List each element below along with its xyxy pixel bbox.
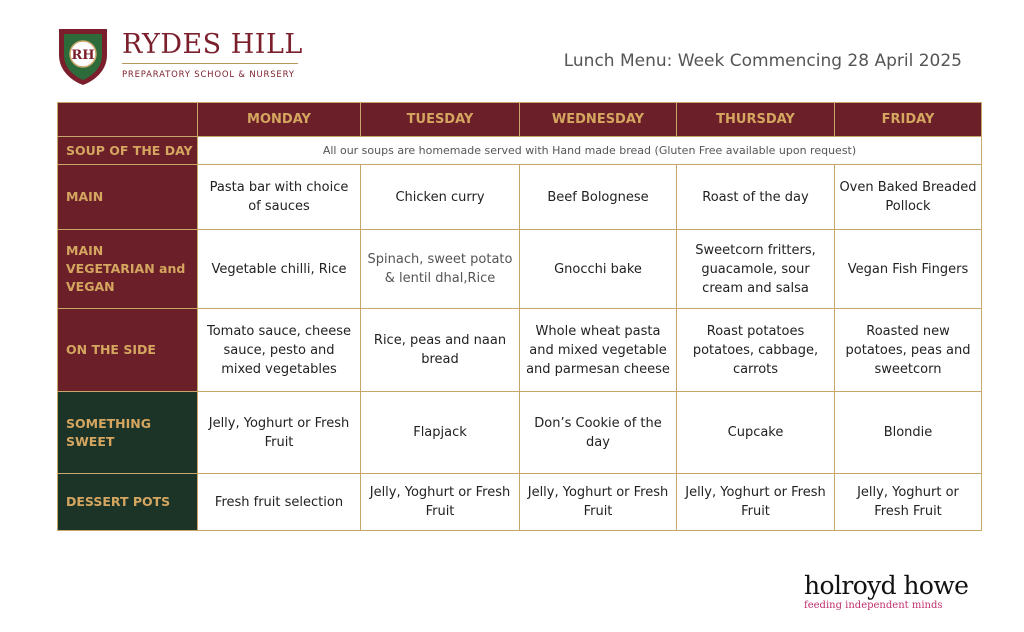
menu-cell: Roast potatoes potatoes, cabbage, carrots (677, 309, 835, 392)
menu-cell: Pasta bar with choice of sauces (198, 165, 361, 230)
menu-cell: Beef Bolognese (520, 165, 677, 230)
day-header-wednesday: WEDNESDAY (520, 103, 677, 137)
row-label-something-sweet: SOMETHING SWEET (58, 392, 198, 474)
school-name-divider (122, 63, 298, 64)
school-crest-icon (56, 25, 110, 87)
menu-cell: Cupcake (677, 392, 835, 474)
lunch-menu-table (57, 102, 982, 531)
menu-cell: Sweetcorn fritters, guacamole, sour cream and salsa (677, 230, 835, 309)
day-header-thursday: THURSDAY (677, 103, 835, 137)
menu-cell: Spinach, sweet potato & lentil dhal,Rice (361, 230, 520, 309)
table-row-on-the-side (58, 309, 982, 392)
row-label-on-the-side: ON THE SIDE (58, 309, 198, 392)
menu-cell: Tomato sauce, cheese sauce, pesto and mixed vegetables (198, 309, 361, 392)
menu-cell: Whole wheat pasta and mixed vegetable and parmesan cheese (520, 309, 677, 392)
table-row-something-sweet (58, 392, 982, 474)
table-row-soup (58, 137, 982, 165)
menu-cell: Fresh fruit selection (198, 474, 361, 531)
school-subtitle: PREPARATORY SCHOOL & NURSERY (122, 70, 295, 80)
school-name: RYDES HILL (122, 29, 303, 60)
menu-cell: Roasted new potatoes, peas and sweetcorn (835, 309, 982, 392)
day-header-friday: FRIDAY (835, 103, 982, 137)
menu-cell: Chicken curry (361, 165, 520, 230)
row-label-vegetarian: MAIN VEGETARIAN and VEGAN (58, 230, 198, 309)
menu-cell: Jelly, Yoghurt or Fresh Fruit (361, 474, 520, 531)
menu-cell: Jelly, Yoghurt or Fresh Fruit (198, 392, 361, 474)
menu-cell: Rice, peas and naan bread (361, 309, 520, 392)
row-label-dessert-pots: DESSERT POTS (58, 474, 198, 531)
menu-cell: Don’s Cookie of the day (520, 392, 677, 474)
table-row-vegetarian (58, 230, 982, 309)
day-header-monday: MONDAY (198, 103, 361, 137)
menu-cell: Gnocchi bake (520, 230, 677, 309)
crest-monogram: RH (71, 48, 95, 63)
table-header-row (58, 103, 982, 137)
menu-cell: Blondie (835, 392, 982, 474)
row-label-soup: SOUP OF THE DAY (58, 137, 198, 165)
caterer-logo (804, 572, 974, 622)
menu-cell: Vegan Fish Fingers (835, 230, 982, 309)
soup-note: All our soups are homemade served with Hand made bread (Gluten Free available upon request) (198, 137, 982, 165)
menu-cell: Jelly, Yoghurt or Fresh Fruit (677, 474, 835, 531)
caterer-tagline: feeding independent minds (804, 600, 943, 611)
menu-cell: Jelly, Yoghurt or Fresh Fruit (835, 474, 982, 531)
caterer-name: holroyd howe (804, 571, 969, 600)
day-header-tuesday: TUESDAY (361, 103, 520, 137)
menu-cell: Flapjack (361, 392, 520, 474)
table-row-main (58, 165, 982, 230)
menu-cell: Jelly, Yoghurt or Fresh Fruit (520, 474, 677, 531)
page-title: Lunch Menu: Week Commencing 28 April 2025 (563, 51, 962, 71)
menu-cell: Oven Baked Breaded Pollock (835, 165, 982, 230)
header-corner-cell (58, 103, 198, 137)
school-logo (56, 25, 306, 87)
menu-cell: Vegetable chilli, Rice (198, 230, 361, 309)
table-row-dessert-pots (58, 474, 982, 531)
row-label-main: MAIN (58, 165, 198, 230)
menu-cell: Roast of the day (677, 165, 835, 230)
